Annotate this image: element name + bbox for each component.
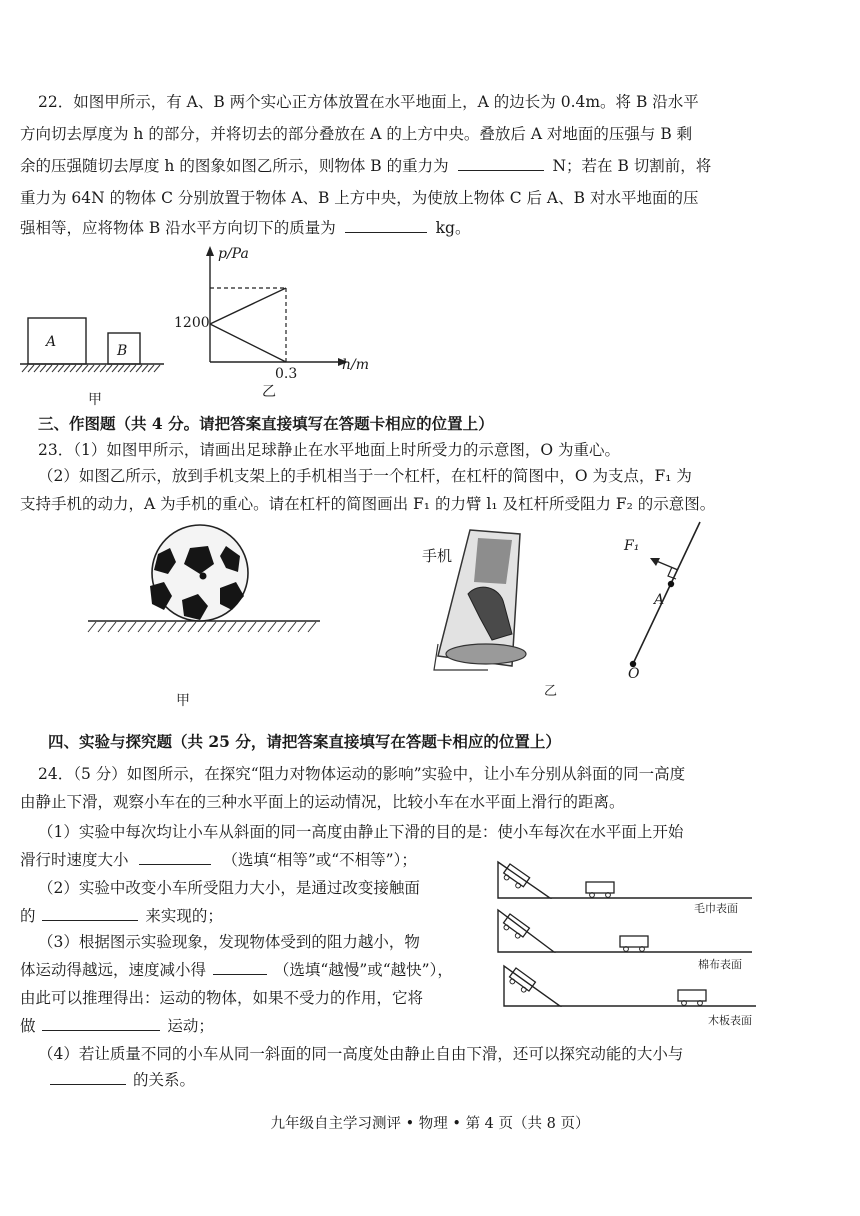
point-o-label: O <box>628 666 640 682</box>
q24-answer-blank-5[interactable] <box>50 1070 126 1085</box>
q22-line-5 <box>20 218 470 238</box>
q23-figure-phone-stand <box>408 524 548 674</box>
q24-p1-b: 滑行时速度大小 <box>20 851 129 869</box>
q24-intro-2: 由静止下滑，观察小车在的三种水平面上的运动情况，比较小车在水平面上滑行的距离。 <box>20 793 625 811</box>
incline-towel <box>498 862 752 898</box>
q24-p4-b: 的关系。 <box>132 1071 195 1089</box>
x-tick-0.3: 0.3 <box>275 366 298 382</box>
phone-screen-reflection <box>474 538 512 584</box>
q24-p3-d: 由此可以推理得出：运动的物体，如果不受力的作用，它将 <box>20 989 424 1007</box>
q24-intro-1: 24．（5 分）如图所示，在探究“阻力对物体运动的影响”实验中，让小车分别从斜面的同一高度 <box>38 765 686 783</box>
pressure-a-line <box>210 288 286 324</box>
y-tick-1200: 1200 <box>174 315 210 331</box>
q22-figure-yi-graph <box>196 244 356 374</box>
q24-p2-c: 来实现的； <box>145 907 223 925</box>
q22-answer-blank-gravity[interactable] <box>458 156 544 171</box>
surface-label-cotton: 棉布表面 <box>698 958 742 971</box>
section-4-heading: 四、实验与探究题（共 25 分，请把答案直接填写在答题卡相应的位置上） <box>48 732 561 751</box>
surface-label-wood: 木板表面 <box>708 1014 752 1027</box>
pressure-b-line <box>210 324 286 362</box>
lever-rod <box>632 522 700 666</box>
q22-figure-jia <box>18 306 168 378</box>
ground-hatching <box>88 622 316 632</box>
q22-line-3-text: 余的压强随切去厚度 h 的图象如图乙所示，则物体 B 的重力为 <box>20 157 449 175</box>
q22-line-2: 方向切去厚度为 h 的部分，并将切去的部分叠放在 A 的上方中央。叠放后 A 对地面的压强与 B 剩 <box>20 125 693 143</box>
q24-p3-c: （选填“越慢”或“越快”）， <box>273 961 453 979</box>
q24-p1-line2 <box>20 850 417 870</box>
q22-line-3 <box>20 156 711 176</box>
gravity-point-a <box>668 581 674 587</box>
q24-p2-line2 <box>20 906 223 926</box>
ground-hatching <box>22 365 160 372</box>
q24-answer-blank-4[interactable] <box>42 1016 160 1031</box>
cart-on-slope-icon <box>501 914 529 941</box>
f1-label: F₁ <box>624 538 640 554</box>
cart-on-cotton-icon <box>620 936 648 951</box>
q22-line-4: 重力为 64N 的物体 C 分别放置于物体 A、B 上方中央，为使放上物体 C 后 A、B 对水平地面的压 <box>20 189 699 207</box>
q24-figure-inclines <box>496 850 766 1020</box>
page-footer: 九年级自主学习测评 • 物理 • 第 4 页（共 8 页） <box>270 1116 590 1132</box>
q24-p4-a: （4）若让质量不同的小车从同一斜面的同一高度处由静止自由下滑，还可以探究动能的大小与 <box>38 1045 684 1063</box>
q22-line-1: 22．如图甲所示，有 A、B 两个实心正方体放置在水平地面上，A 的边长为 0.4m。将 B 沿水平 <box>38 93 699 111</box>
block-a <box>28 318 86 364</box>
q24-answer-blank-2[interactable] <box>42 906 138 921</box>
q23-figure-football <box>80 524 330 644</box>
q23-line-2: （2）如图乙所示，放到手机支架上的手机相当于一个杠杆，在杠杆的简图中，O 为支点，F₁ 为 <box>38 467 692 485</box>
incline-wood <box>504 966 756 1006</box>
q24-p2-a: （2）实验中改变小车所受阻力大小，是通过改变接触面 <box>38 879 420 897</box>
q24-p1-c: （选填“相等”或“不相等”）； <box>222 851 417 869</box>
cart-on-wood-icon <box>678 990 706 1005</box>
block-a-label: A <box>46 334 57 350</box>
surface-label-towel: 毛巾表面 <box>694 902 738 915</box>
q24-p4-line2 <box>50 1070 195 1090</box>
q24-answer-blank-3[interactable] <box>213 960 267 975</box>
q22-fig-jia-caption: 甲 <box>88 392 102 408</box>
incline-cotton <box>498 910 752 952</box>
q22-line-3-tail: N；若在 B 切割前，将 <box>552 157 712 175</box>
q23-line-1: 23．（1）如图甲所示，请画出足球静止在水平地面上时所受力的示意图，O 为重心。 <box>38 441 620 459</box>
section-3-heading: 三、作图题（共 4 分。请把答案直接填写在答题卡相应的位置上） <box>38 414 494 433</box>
center-of-gravity-o <box>200 573 207 580</box>
q24-p3-line4 <box>20 1016 214 1036</box>
y-axis-label: p/Pa <box>218 246 249 262</box>
q22-answer-blank-mass[interactable] <box>345 218 427 233</box>
q24-p3-a: （3）根据图示实验现象，发现物体受到的阻力越小，物 <box>38 933 420 951</box>
y-axis-arrow <box>206 246 214 256</box>
cart-on-towel-icon <box>586 882 614 897</box>
q24-answer-blank-1[interactable] <box>139 850 211 865</box>
q24-p1-a: （1）实验中每次均让小车从斜面的同一高度由静止下滑的目的是：使小车每次在水平面上开始 <box>38 823 684 841</box>
q22-line-5-text: 强相等，应将物体 B 沿水平方向切下的质量为 <box>20 219 336 237</box>
q24-p2-b: 的 <box>20 907 36 925</box>
q24-p3-e: 做 <box>20 1017 36 1035</box>
q23-fig-yi-caption: 乙 <box>544 684 558 699</box>
q24-p3-b: 体运动得越远，速度减小得 <box>20 961 207 979</box>
point-a-label: A <box>654 592 665 608</box>
block-b-label: B <box>117 343 128 359</box>
q23-fig-jia-caption: 甲 <box>176 693 190 709</box>
q24-p3-f: 运动； <box>167 1017 214 1035</box>
stand-base-icon <box>446 644 526 664</box>
q23-line-3: 支持手机的动力，A 为手机的重心。请在杠杆的简图画出 F₁ 的力臂 l₁ 及杠杆所受阻力 F₂ 的示意图。 <box>20 495 716 513</box>
q22-line-5-tail: kg。 <box>435 219 471 237</box>
x-axis-label: h/m <box>342 357 370 373</box>
q24-p3-line2 <box>20 960 453 980</box>
phone-label: 手机 <box>422 547 453 565</box>
q22-fig-yi-caption: 乙 <box>262 384 276 400</box>
